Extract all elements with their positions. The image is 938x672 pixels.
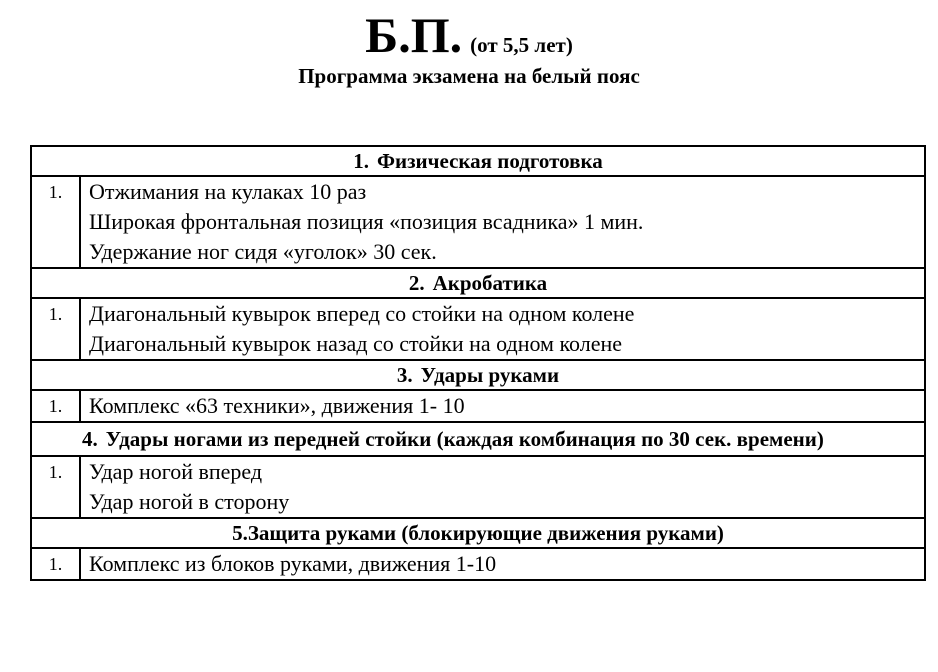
- table-row: [31, 298, 925, 360]
- item-number: 1.: [31, 456, 80, 518]
- section-header-physical: [31, 146, 925, 176]
- section-number: 1.: [353, 149, 369, 173]
- item-line: Удар ногой вперед: [89, 459, 263, 484]
- section-header-acrobatics: [31, 268, 925, 298]
- document-subtitle: Программа экзамена на белый пояс: [298, 64, 640, 88]
- item-content: [80, 456, 925, 518]
- item-content: [80, 176, 925, 268]
- section-title: Физическая подготовка: [376, 149, 603, 173]
- item-line: Удержание ног сидя «уголок» 30 сек.: [89, 239, 437, 264]
- section-title: Акробатика: [432, 271, 548, 295]
- item-content: [80, 548, 925, 580]
- table-row: [31, 176, 925, 268]
- item-line: Диагональный кувырок вперед со стойки на одном колене: [89, 301, 635, 326]
- section-title: Защита руками (блокирующие движения руками): [247, 521, 724, 545]
- section-header-punches: [31, 360, 925, 390]
- item-line: Диагональный кувырок назад со стойки на одном колене: [89, 331, 623, 356]
- item-line: Комплекс из блоков руками, движения 1-10: [89, 551, 497, 576]
- document-title: [0, 6, 938, 64]
- item-line: Отжимания на кулаках 10 раз: [89, 179, 367, 204]
- table-row: [31, 390, 925, 422]
- section-title: Удары ногами из передней стойки (каждая комбинация по 30 сек. времени): [105, 427, 824, 451]
- item-number: 1.: [31, 390, 80, 422]
- section-number: 5.: [232, 521, 248, 545]
- item-content: [80, 298, 925, 360]
- item-number: 1.: [31, 298, 80, 360]
- belt-abbreviation: Б.П.: [365, 7, 463, 63]
- item-line: Комплекс «63 техники», движения 1- 10: [89, 393, 465, 418]
- section-number: 3.: [396, 363, 413, 387]
- section-header-kicks: [31, 422, 925, 456]
- section-number: 4.: [82, 427, 98, 451]
- section-title: Удары руками: [420, 363, 560, 387]
- age-requirement: (от 5,5 лет): [470, 33, 573, 57]
- item-number: 1.: [31, 548, 80, 580]
- table-row: [31, 456, 925, 518]
- item-number: 1.: [31, 176, 80, 268]
- section-header-blocks: [31, 518, 925, 548]
- item-content: [80, 390, 925, 422]
- item-line: Удар ногой в сторону: [89, 489, 290, 514]
- table-row: [31, 548, 925, 580]
- item-line: Широкая фронтальная позиция «позиция всадника» 1 мин.: [89, 209, 644, 234]
- section-number: 2.: [408, 271, 425, 295]
- exam-program-table: [30, 145, 926, 581]
